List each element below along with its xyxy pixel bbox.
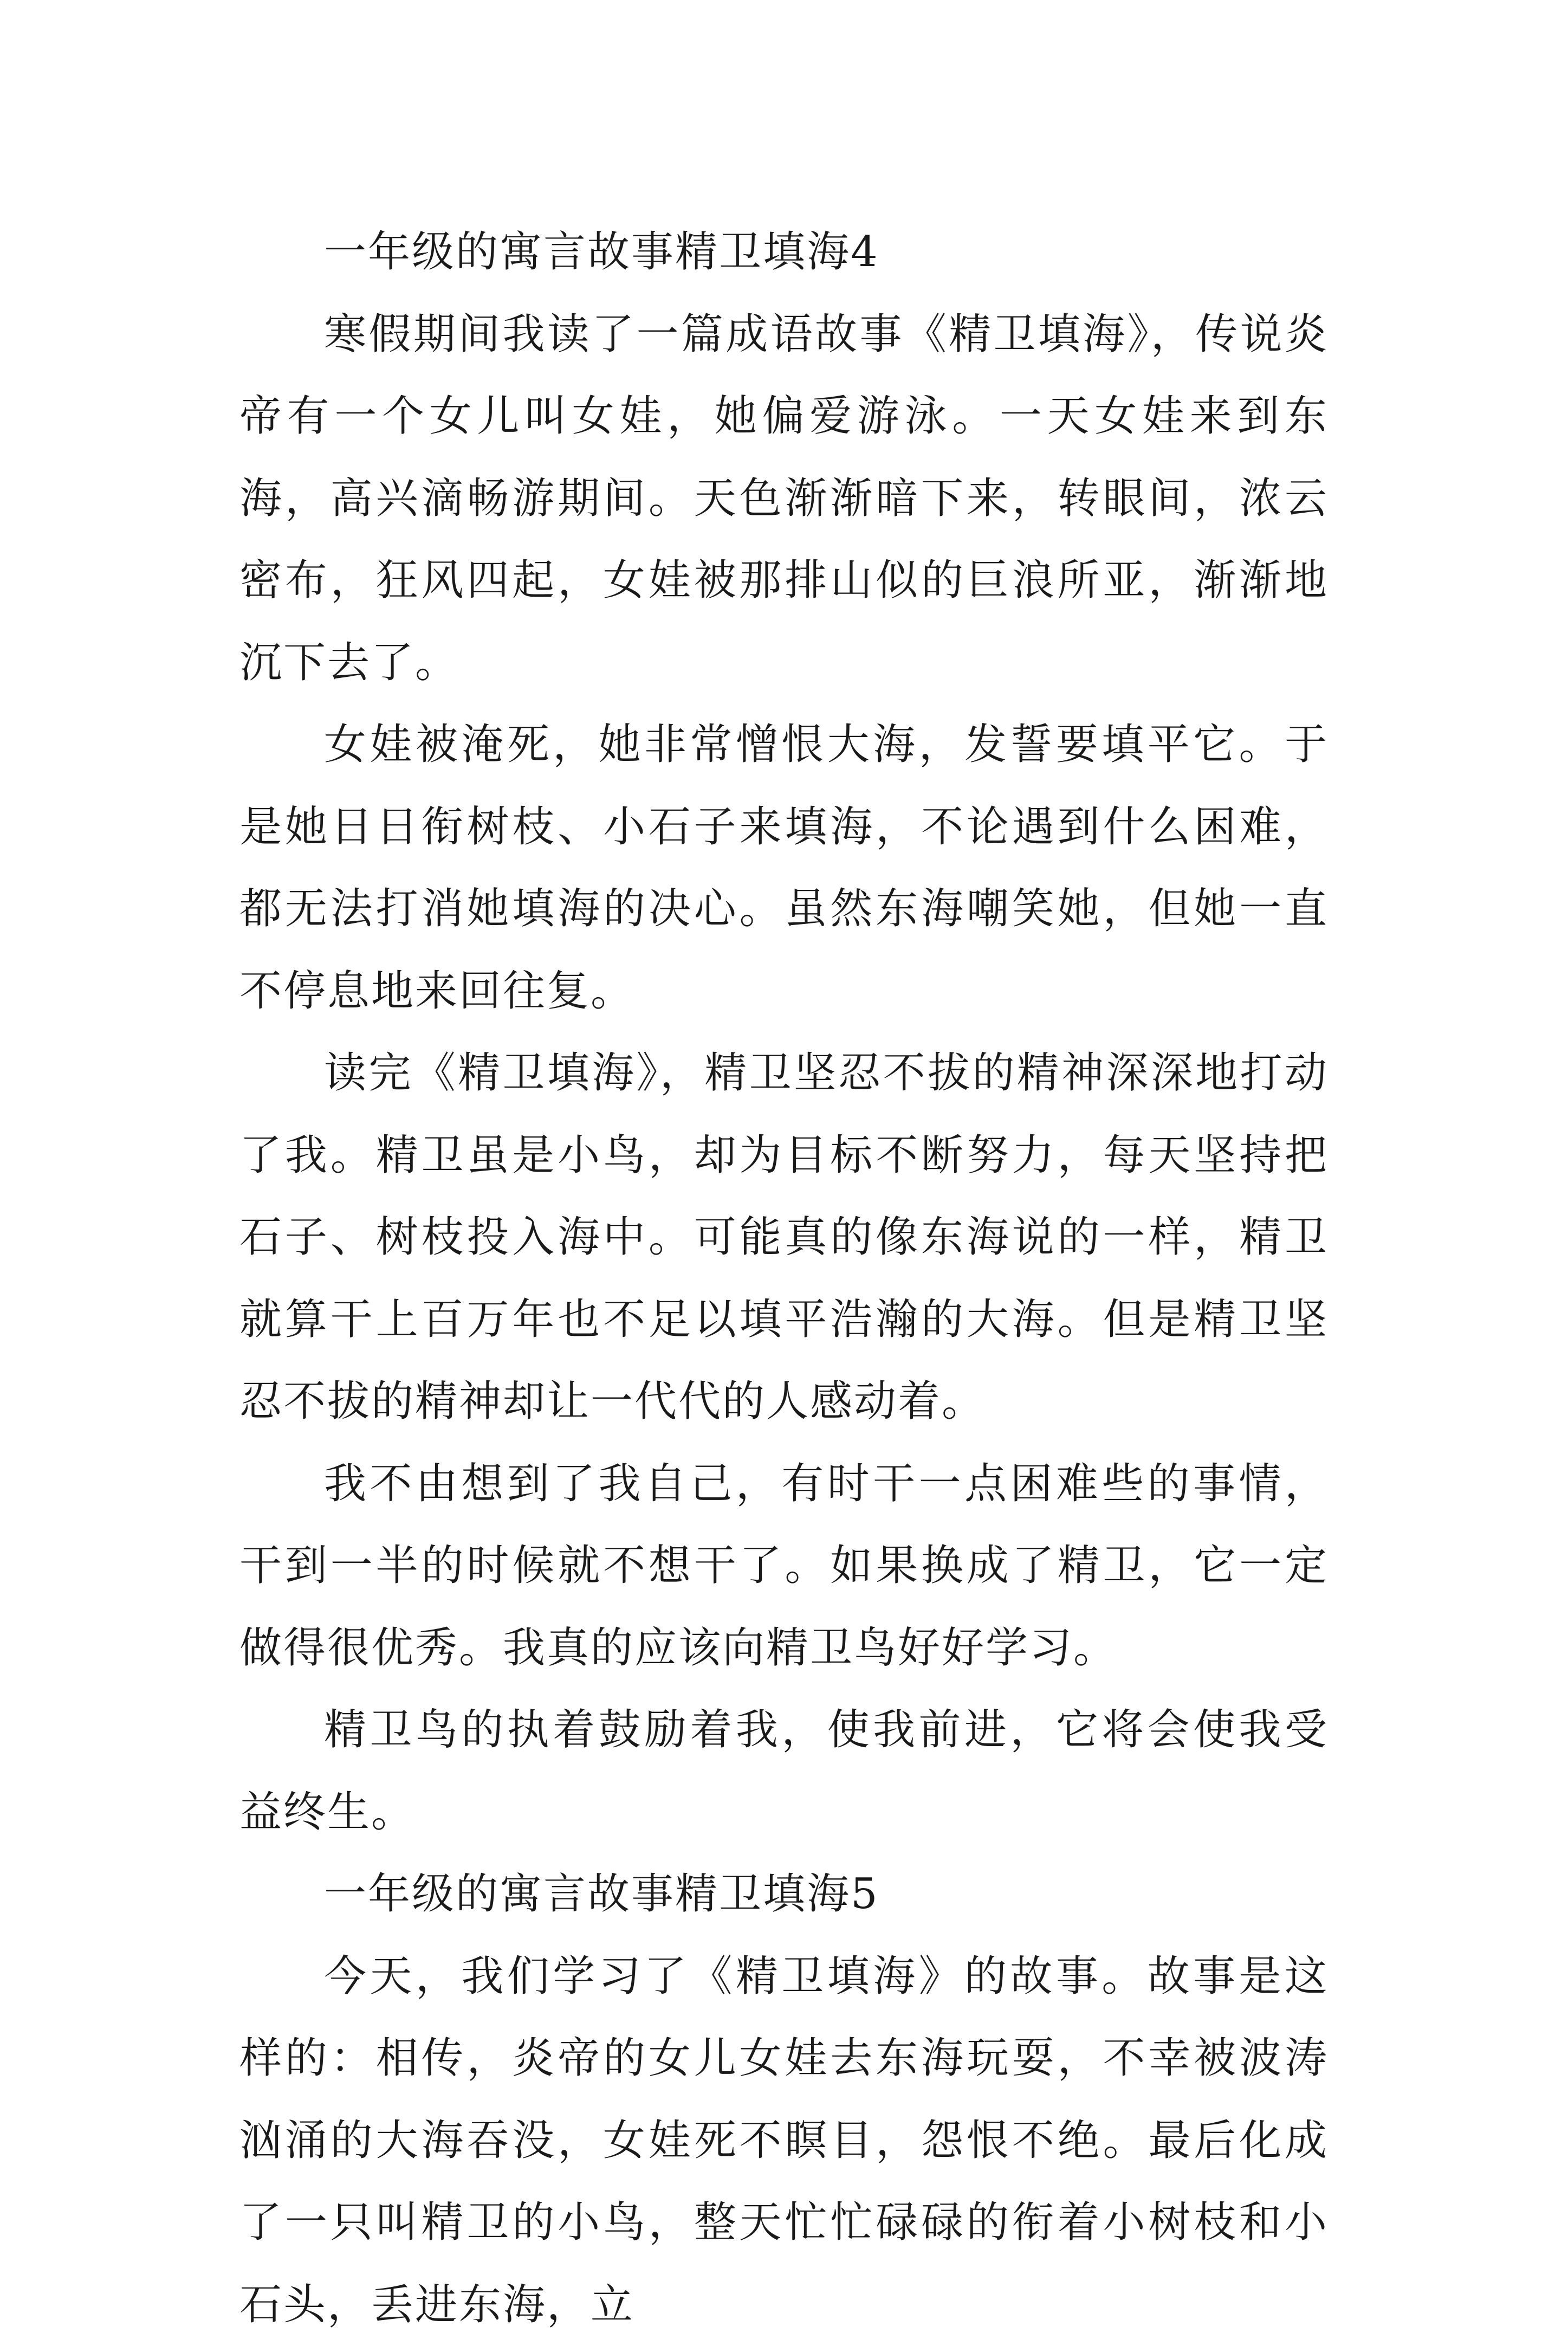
section-heading-5: 一年级的寓言故事精卫填海5 — [239, 1853, 1329, 1936]
paragraph: 精卫鸟的执着鼓励着我，使我前进，它将会使我受益终生。 — [239, 1689, 1329, 1853]
paragraph: 今天，我们学习了《精卫填海》的故事。故事是这样的：相传，炎帝的女儿女娃去东海玩耍，不幸被波涛汹涌的大海吞没，女娃死不瞑目，怨恨不绝。最后化成了一只叫精卫的小鸟，整天忙忙碌碌的衔着小树枝和小石头，丢进东海，立 — [239, 1936, 1329, 2346]
section-heading-4: 一年级的寓言故事精卫填海4 — [239, 211, 1329, 294]
document-body — [239, 211, 1329, 2346]
paragraph: 我不由想到了我自己，有时干一点困难些的事情，干到一半的时候就不想干了。如果换成了精卫，它一定做得很优秀。我真的应该向精卫鸟好好学习。 — [239, 1443, 1329, 1690]
paragraph: 女娃被淹死，她非常憎恨大海，发誓要填平它。于是她日日衔树枝、小石子来填海，不论遇到什么困难，都无法打消她填海的决心。虽然东海嘲笑她，但她一直不停息地来回往复。 — [239, 704, 1329, 1032]
paragraph: 读完《精卫填海》，精卫坚忍不拔的精神深深地打动了我。精卫虽是小鸟，却为目标不断努力，每天坚持把石子、树枝投入海中。可能真的像东海说的一样，精卫就算干上百万年也不足以填平浩瀚的大海。但是精卫坚忍不拔的精神却让一代代的人感动着。 — [239, 1032, 1329, 1443]
paragraph: 寒假期间我读了一篇成语故事《精卫填海》，传说炎帝有一个女儿叫女娃，她偏爱游泳。一天女娃来到东海，高兴滴畅游期间。天色渐渐暗下来，转眼间，浓云密布，狂风四起，女娃被那排山似的巨浪所亚，渐渐地沉下去了。 — [239, 294, 1329, 705]
